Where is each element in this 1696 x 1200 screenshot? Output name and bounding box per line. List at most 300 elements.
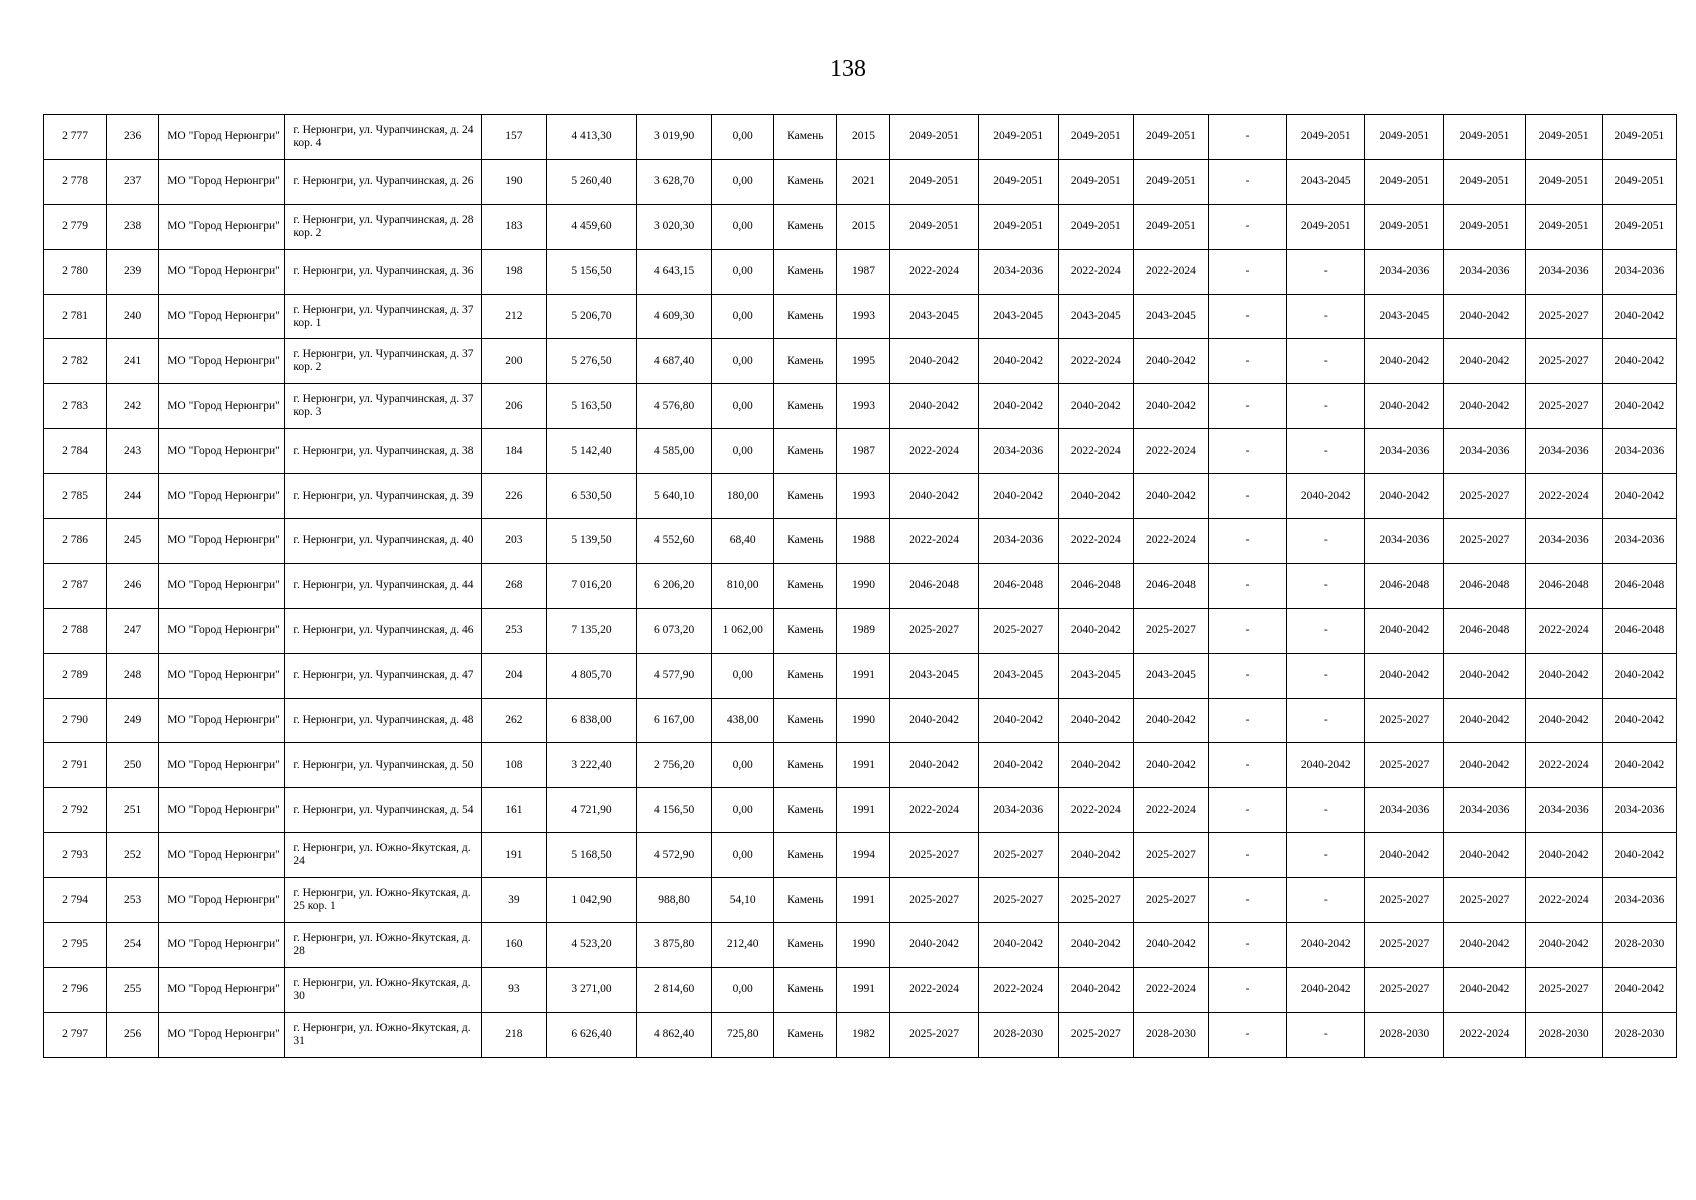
cell-period-5: - [1209, 563, 1287, 608]
table-body [44, 115, 1677, 1058]
table-row [44, 833, 1677, 878]
cell-wall-material: Камень [774, 788, 837, 833]
cell-record-number: 2 780 [44, 249, 107, 294]
cell-period-10: 2040-2042 [1602, 339, 1676, 384]
cell-total-area: 7 135,20 [546, 608, 636, 653]
cell-wall-material: Камень [774, 339, 837, 384]
cell-build-year: 1987 [837, 249, 890, 294]
cell-period-6: - [1287, 653, 1365, 698]
cell-period-9: 2022-2024 [1525, 743, 1602, 788]
cell-period-5: - [1209, 1012, 1287, 1057]
cell-municipality: МО "Город Нерюнгри" [159, 788, 285, 833]
cell-municipality: МО "Город Нерюнгри" [159, 698, 285, 743]
cell-residents: 190 [481, 159, 546, 204]
cell-period-6: - [1287, 384, 1365, 429]
cell-address: г. Нерюнгри, ул. Южно-Якутская, д. 31 [285, 1012, 481, 1057]
cell-period-3: 2022-2024 [1058, 339, 1133, 384]
cell-period-6: - [1287, 519, 1365, 564]
cell-record-number: 2 777 [44, 115, 107, 160]
housing-register-table [43, 114, 1677, 1058]
cell-build-year: 1994 [837, 833, 890, 878]
cell-build-year: 1990 [837, 563, 890, 608]
table-row [44, 159, 1677, 204]
cell-period-9: 2025-2027 [1525, 967, 1602, 1012]
cell-period-6: - [1287, 788, 1365, 833]
cell-municipality: МО "Город Нерюнгри" [159, 653, 285, 698]
cell-address: г. Нерюнгри, ул. Чурапчинская, д. 26 [285, 159, 481, 204]
cell-item-number: 256 [107, 1012, 159, 1057]
cell-period-6: 2049-2051 [1287, 115, 1365, 160]
cell-period-3: 2022-2024 [1058, 519, 1133, 564]
cell-period-7: 2025-2027 [1365, 743, 1444, 788]
cell-period-8: 2034-2036 [1444, 788, 1525, 833]
cell-wall-material: Камень [774, 519, 837, 564]
cell-period-3: 2022-2024 [1058, 788, 1133, 833]
cell-period-4: 2049-2051 [1133, 204, 1208, 249]
cell-period-1: 2025-2027 [890, 878, 978, 923]
table-row [44, 249, 1677, 294]
cell-period-6: - [1287, 339, 1365, 384]
cell-residents: 268 [481, 563, 546, 608]
cell-residents: 226 [481, 474, 546, 519]
cell-municipality: МО "Город Нерюнгри" [159, 115, 285, 160]
cell-period-3: 2040-2042 [1058, 923, 1133, 968]
cell-period-10: 2040-2042 [1602, 833, 1676, 878]
table-row [44, 1012, 1677, 1057]
cell-period-8: 2049-2051 [1444, 204, 1525, 249]
cell-residents: 108 [481, 743, 546, 788]
cell-item-number: 239 [107, 249, 159, 294]
cell-period-10: 2034-2036 [1602, 878, 1676, 923]
cell-item-number: 253 [107, 878, 159, 923]
cell-living-area: 4 609,30 [637, 294, 712, 339]
cell-total-area: 5 139,50 [546, 519, 636, 564]
cell-period-1: 2025-2027 [890, 608, 978, 653]
table-row [44, 878, 1677, 923]
cell-living-area: 3 875,80 [637, 923, 712, 968]
cell-period-7: 2046-2048 [1365, 563, 1444, 608]
cell-build-year: 2015 [837, 204, 890, 249]
cell-wall-material: Камень [774, 1012, 837, 1057]
cell-nonresidential-area: 0,00 [712, 159, 774, 204]
cell-record-number: 2 795 [44, 923, 107, 968]
cell-period-3: 2040-2042 [1058, 474, 1133, 519]
cell-record-number: 2 788 [44, 608, 107, 653]
cell-living-area: 2 756,20 [637, 743, 712, 788]
cell-wall-material: Камень [774, 474, 837, 519]
cell-wall-material: Камень [774, 429, 837, 474]
cell-period-9: 2040-2042 [1525, 833, 1602, 878]
cell-total-area: 4 523,20 [546, 923, 636, 968]
table-row [44, 788, 1677, 833]
cell-period-4: 2025-2027 [1133, 608, 1208, 653]
table-row [44, 698, 1677, 743]
cell-nonresidential-area: 0,00 [712, 294, 774, 339]
cell-item-number: 246 [107, 563, 159, 608]
cell-record-number: 2 782 [44, 339, 107, 384]
cell-residents: 183 [481, 204, 546, 249]
cell-period-2: 2040-2042 [978, 923, 1058, 968]
cell-wall-material: Камень [774, 923, 837, 968]
cell-address: г. Нерюнгри, ул. Чурапчинская, д. 38 [285, 429, 481, 474]
cell-nonresidential-area: 0,00 [712, 967, 774, 1012]
cell-period-8: 2034-2036 [1444, 429, 1525, 474]
cell-period-1: 2040-2042 [890, 384, 978, 429]
cell-period-4: 2040-2042 [1133, 474, 1208, 519]
cell-period-9: 2022-2024 [1525, 878, 1602, 923]
cell-period-4: 2040-2042 [1133, 743, 1208, 788]
cell-build-year: 1993 [837, 384, 890, 429]
cell-wall-material: Камень [774, 294, 837, 339]
cell-period-8: 2040-2042 [1444, 923, 1525, 968]
cell-period-6: - [1287, 563, 1365, 608]
cell-period-1: 2046-2048 [890, 563, 978, 608]
cell-period-9: 2049-2051 [1525, 204, 1602, 249]
cell-period-8: 2025-2027 [1444, 519, 1525, 564]
cell-period-8: 2049-2051 [1444, 115, 1525, 160]
cell-living-area: 4 585,00 [637, 429, 712, 474]
cell-residents: 203 [481, 519, 546, 564]
cell-address: г. Нерюнгри, ул. Чурапчинская, д. 37 кор. 3 [285, 384, 481, 429]
cell-period-3: 2025-2027 [1058, 1012, 1133, 1057]
cell-item-number: 249 [107, 698, 159, 743]
cell-record-number: 2 797 [44, 1012, 107, 1057]
cell-nonresidential-area: 438,00 [712, 698, 774, 743]
cell-period-9: 2025-2027 [1525, 384, 1602, 429]
cell-period-6: 2043-2045 [1287, 159, 1365, 204]
cell-item-number: 250 [107, 743, 159, 788]
cell-period-3: 2022-2024 [1058, 429, 1133, 474]
cell-address: г. Нерюнгри, ул. Чурапчинская, д. 28 кор. 2 [285, 204, 481, 249]
cell-address: г. Нерюнгри, ул. Южно-Якутская, д. 30 [285, 967, 481, 1012]
cell-period-6: - [1287, 878, 1365, 923]
cell-period-6: - [1287, 1012, 1365, 1057]
cell-period-6: 2040-2042 [1287, 474, 1365, 519]
cell-nonresidential-area: 810,00 [712, 563, 774, 608]
page-number: 138 [830, 56, 866, 82]
cell-nonresidential-area: 0,00 [712, 653, 774, 698]
cell-record-number: 2 792 [44, 788, 107, 833]
cell-period-1: 2049-2051 [890, 204, 978, 249]
cell-period-6: - [1287, 608, 1365, 653]
cell-period-5: - [1209, 967, 1287, 1012]
cell-period-1: 2022-2024 [890, 249, 978, 294]
cell-period-8: 2040-2042 [1444, 743, 1525, 788]
cell-period-3: 2043-2045 [1058, 653, 1133, 698]
cell-municipality: МО "Город Нерюнгри" [159, 159, 285, 204]
cell-residents: 39 [481, 878, 546, 923]
cell-period-9: 2049-2051 [1525, 115, 1602, 160]
cell-period-7: 2043-2045 [1365, 294, 1444, 339]
cell-period-8: 2040-2042 [1444, 967, 1525, 1012]
cell-build-year: 1987 [837, 429, 890, 474]
cell-period-2: 2040-2042 [978, 384, 1058, 429]
cell-municipality: МО "Город Нерюнгри" [159, 563, 285, 608]
cell-item-number: 247 [107, 608, 159, 653]
cell-nonresidential-area: 1 062,00 [712, 608, 774, 653]
cell-municipality: МО "Город Нерюнгри" [159, 249, 285, 294]
cell-item-number: 244 [107, 474, 159, 519]
cell-nonresidential-area: 0,00 [712, 429, 774, 474]
cell-period-6: - [1287, 833, 1365, 878]
cell-total-area: 5 206,70 [546, 294, 636, 339]
cell-item-number: 255 [107, 967, 159, 1012]
cell-residents: 184 [481, 429, 546, 474]
cell-period-5: - [1209, 429, 1287, 474]
table-row [44, 294, 1677, 339]
cell-period-8: 2046-2048 [1444, 563, 1525, 608]
cell-period-5: - [1209, 519, 1287, 564]
cell-build-year: 2021 [837, 159, 890, 204]
cell-address: г. Нерюнгри, ул. Чурапчинская, д. 39 [285, 474, 481, 519]
cell-period-4: 2043-2045 [1133, 653, 1208, 698]
cell-wall-material: Камень [774, 204, 837, 249]
cell-period-4: 2022-2024 [1133, 429, 1208, 474]
cell-record-number: 2 785 [44, 474, 107, 519]
cell-period-10: 2049-2051 [1602, 204, 1676, 249]
cell-period-9: 2022-2024 [1525, 474, 1602, 519]
cell-period-2: 2049-2051 [978, 159, 1058, 204]
cell-record-number: 2 783 [44, 384, 107, 429]
cell-period-2: 2034-2036 [978, 519, 1058, 564]
cell-period-1: 2049-2051 [890, 115, 978, 160]
cell-period-9: 2025-2027 [1525, 339, 1602, 384]
cell-period-5: - [1209, 115, 1287, 160]
cell-period-4: 2022-2024 [1133, 519, 1208, 564]
cell-period-5: - [1209, 159, 1287, 204]
cell-period-3: 2040-2042 [1058, 833, 1133, 878]
cell-build-year: 1991 [837, 878, 890, 923]
cell-period-9: 2034-2036 [1525, 788, 1602, 833]
cell-period-2: 2046-2048 [978, 563, 1058, 608]
cell-period-3: 2040-2042 [1058, 384, 1133, 429]
cell-period-2: 2025-2027 [978, 878, 1058, 923]
cell-total-area: 5 156,50 [546, 249, 636, 294]
cell-address: г. Нерюнгри, ул. Южно-Якутская, д. 28 [285, 923, 481, 968]
cell-period-8: 2040-2042 [1444, 653, 1525, 698]
cell-total-area: 6 838,00 [546, 698, 636, 743]
cell-municipality: МО "Город Нерюнгри" [159, 294, 285, 339]
cell-build-year: 1990 [837, 923, 890, 968]
cell-period-6: 2040-2042 [1287, 743, 1365, 788]
cell-wall-material: Камень [774, 653, 837, 698]
cell-wall-material: Камень [774, 833, 837, 878]
cell-municipality: МО "Город Нерюнгри" [159, 204, 285, 249]
cell-period-2: 2043-2045 [978, 294, 1058, 339]
cell-total-area: 7 016,20 [546, 563, 636, 608]
cell-period-2: 2034-2036 [978, 788, 1058, 833]
cell-period-9: 2046-2048 [1525, 563, 1602, 608]
cell-residents: 157 [481, 115, 546, 160]
cell-build-year: 1991 [837, 743, 890, 788]
cell-period-1: 2022-2024 [890, 429, 978, 474]
cell-total-area: 5 163,50 [546, 384, 636, 429]
cell-residents: 191 [481, 833, 546, 878]
table-row [44, 519, 1677, 564]
cell-address: г. Нерюнгри, ул. Чурапчинская, д. 46 [285, 608, 481, 653]
cell-living-area: 6 073,20 [637, 608, 712, 653]
cell-period-3: 2022-2024 [1058, 249, 1133, 294]
cell-build-year: 1991 [837, 788, 890, 833]
cell-record-number: 2 778 [44, 159, 107, 204]
cell-period-5: - [1209, 833, 1287, 878]
table-row [44, 339, 1677, 384]
cell-record-number: 2 784 [44, 429, 107, 474]
cell-period-10: 2040-2042 [1602, 294, 1676, 339]
cell-period-10: 2034-2036 [1602, 249, 1676, 294]
cell-nonresidential-area: 0,00 [712, 249, 774, 294]
cell-period-4: 2043-2045 [1133, 294, 1208, 339]
table-row [44, 608, 1677, 653]
cell-record-number: 2 779 [44, 204, 107, 249]
cell-period-7: 2049-2051 [1365, 204, 1444, 249]
cell-wall-material: Камень [774, 698, 837, 743]
cell-build-year: 1988 [837, 519, 890, 564]
cell-living-area: 4 552,60 [637, 519, 712, 564]
cell-period-2: 2025-2027 [978, 833, 1058, 878]
cell-period-8: 2046-2048 [1444, 608, 1525, 653]
cell-period-6: - [1287, 429, 1365, 474]
cell-item-number: 248 [107, 653, 159, 698]
cell-period-7: 2040-2042 [1365, 474, 1444, 519]
cell-wall-material: Камень [774, 743, 837, 788]
cell-wall-material: Камень [774, 608, 837, 653]
table-row [44, 474, 1677, 519]
cell-total-area: 4 721,90 [546, 788, 636, 833]
cell-period-8: 2040-2042 [1444, 384, 1525, 429]
cell-period-7: 2028-2030 [1365, 1012, 1444, 1057]
cell-build-year: 1995 [837, 339, 890, 384]
cell-municipality: МО "Город Нерюнгри" [159, 923, 285, 968]
cell-build-year: 1982 [837, 1012, 890, 1057]
table-row [44, 115, 1677, 160]
cell-period-9: 2022-2024 [1525, 608, 1602, 653]
cell-period-8: 2040-2042 [1444, 833, 1525, 878]
cell-wall-material: Камень [774, 249, 837, 294]
cell-period-10: 2046-2048 [1602, 608, 1676, 653]
cell-residents: 212 [481, 294, 546, 339]
cell-period-2: 2049-2051 [978, 204, 1058, 249]
cell-record-number: 2 781 [44, 294, 107, 339]
cell-period-7: 2049-2051 [1365, 159, 1444, 204]
cell-build-year: 1991 [837, 653, 890, 698]
cell-nonresidential-area: 180,00 [712, 474, 774, 519]
cell-living-area: 4 643,15 [637, 249, 712, 294]
cell-address: г. Нерюнгри, ул. Чурапчинская, д. 44 [285, 563, 481, 608]
cell-period-6: 2040-2042 [1287, 923, 1365, 968]
cell-living-area: 4 576,80 [637, 384, 712, 429]
cell-period-5: - [1209, 878, 1287, 923]
table-row [44, 204, 1677, 249]
table-row [44, 967, 1677, 1012]
cell-period-2: 2022-2024 [978, 967, 1058, 1012]
cell-period-5: - [1209, 249, 1287, 294]
cell-period-3: 2025-2027 [1058, 878, 1133, 923]
cell-total-area: 4 805,70 [546, 653, 636, 698]
cell-item-number: 236 [107, 115, 159, 160]
cell-period-10: 2040-2042 [1602, 743, 1676, 788]
cell-item-number: 243 [107, 429, 159, 474]
cell-total-area: 3 222,40 [546, 743, 636, 788]
cell-period-6: - [1287, 698, 1365, 743]
cell-item-number: 238 [107, 204, 159, 249]
cell-period-9: 2049-2051 [1525, 159, 1602, 204]
cell-period-4: 2028-2030 [1133, 1012, 1208, 1057]
cell-item-number: 245 [107, 519, 159, 564]
cell-period-4: 2022-2024 [1133, 788, 1208, 833]
cell-period-8: 2040-2042 [1444, 698, 1525, 743]
cell-period-2: 2040-2042 [978, 474, 1058, 519]
cell-record-number: 2 789 [44, 653, 107, 698]
cell-item-number: 242 [107, 384, 159, 429]
cell-period-2: 2040-2042 [978, 698, 1058, 743]
cell-address: г. Нерюнгри, ул. Чурапчинская, д. 47 [285, 653, 481, 698]
cell-record-number: 2 794 [44, 878, 107, 923]
cell-municipality: МО "Город Нерюнгри" [159, 1012, 285, 1057]
cell-period-3: 2049-2051 [1058, 204, 1133, 249]
cell-item-number: 251 [107, 788, 159, 833]
cell-period-5: - [1209, 294, 1287, 339]
cell-total-area: 5 142,40 [546, 429, 636, 474]
cell-period-9: 2034-2036 [1525, 519, 1602, 564]
cell-period-5: - [1209, 698, 1287, 743]
cell-period-10: 2040-2042 [1602, 967, 1676, 1012]
cell-nonresidential-area: 68,40 [712, 519, 774, 564]
cell-period-1: 2040-2042 [890, 339, 978, 384]
cell-period-2: 2028-2030 [978, 1012, 1058, 1057]
cell-address: г. Нерюнгри, ул. Чурапчинская, д. 37 кор. 2 [285, 339, 481, 384]
cell-municipality: МО "Город Нерюнгри" [159, 339, 285, 384]
cell-period-4: 2049-2051 [1133, 115, 1208, 160]
cell-build-year: 1991 [837, 967, 890, 1012]
cell-period-8: 2040-2042 [1444, 294, 1525, 339]
cell-period-1: 2022-2024 [890, 967, 978, 1012]
table-row [44, 653, 1677, 698]
cell-wall-material: Камень [774, 563, 837, 608]
cell-address: г. Нерюнгри, ул. Чурапчинская, д. 48 [285, 698, 481, 743]
cell-nonresidential-area: 0,00 [712, 833, 774, 878]
cell-wall-material: Камень [774, 159, 837, 204]
cell-municipality: МО "Город Нерюнгри" [159, 474, 285, 519]
table-row [44, 743, 1677, 788]
cell-period-5: - [1209, 204, 1287, 249]
cell-period-9: 2028-2030 [1525, 1012, 1602, 1057]
cell-period-7: 2040-2042 [1365, 653, 1444, 698]
cell-nonresidential-area: 0,00 [712, 204, 774, 249]
cell-period-7: 2034-2036 [1365, 249, 1444, 294]
cell-period-1: 2040-2042 [890, 698, 978, 743]
cell-residents: 200 [481, 339, 546, 384]
cell-period-5: - [1209, 743, 1287, 788]
cell-period-4: 2040-2042 [1133, 339, 1208, 384]
cell-period-8: 2040-2042 [1444, 339, 1525, 384]
cell-record-number: 2 787 [44, 563, 107, 608]
cell-living-area: 6 167,00 [637, 698, 712, 743]
cell-item-number: 252 [107, 833, 159, 878]
cell-period-3: 2049-2051 [1058, 115, 1133, 160]
cell-period-3: 2040-2042 [1058, 608, 1133, 653]
cell-wall-material: Камень [774, 115, 837, 160]
cell-municipality: МО "Город Нерюнгри" [159, 608, 285, 653]
cell-municipality: МО "Город Нерюнгри" [159, 384, 285, 429]
cell-nonresidential-area: 0,00 [712, 384, 774, 429]
cell-period-9: 2040-2042 [1525, 923, 1602, 968]
cell-period-7: 2025-2027 [1365, 967, 1444, 1012]
cell-period-5: - [1209, 923, 1287, 968]
cell-build-year: 2015 [837, 115, 890, 160]
cell-period-10: 2028-2030 [1602, 923, 1676, 968]
cell-municipality: МО "Город Нерюнгри" [159, 967, 285, 1012]
